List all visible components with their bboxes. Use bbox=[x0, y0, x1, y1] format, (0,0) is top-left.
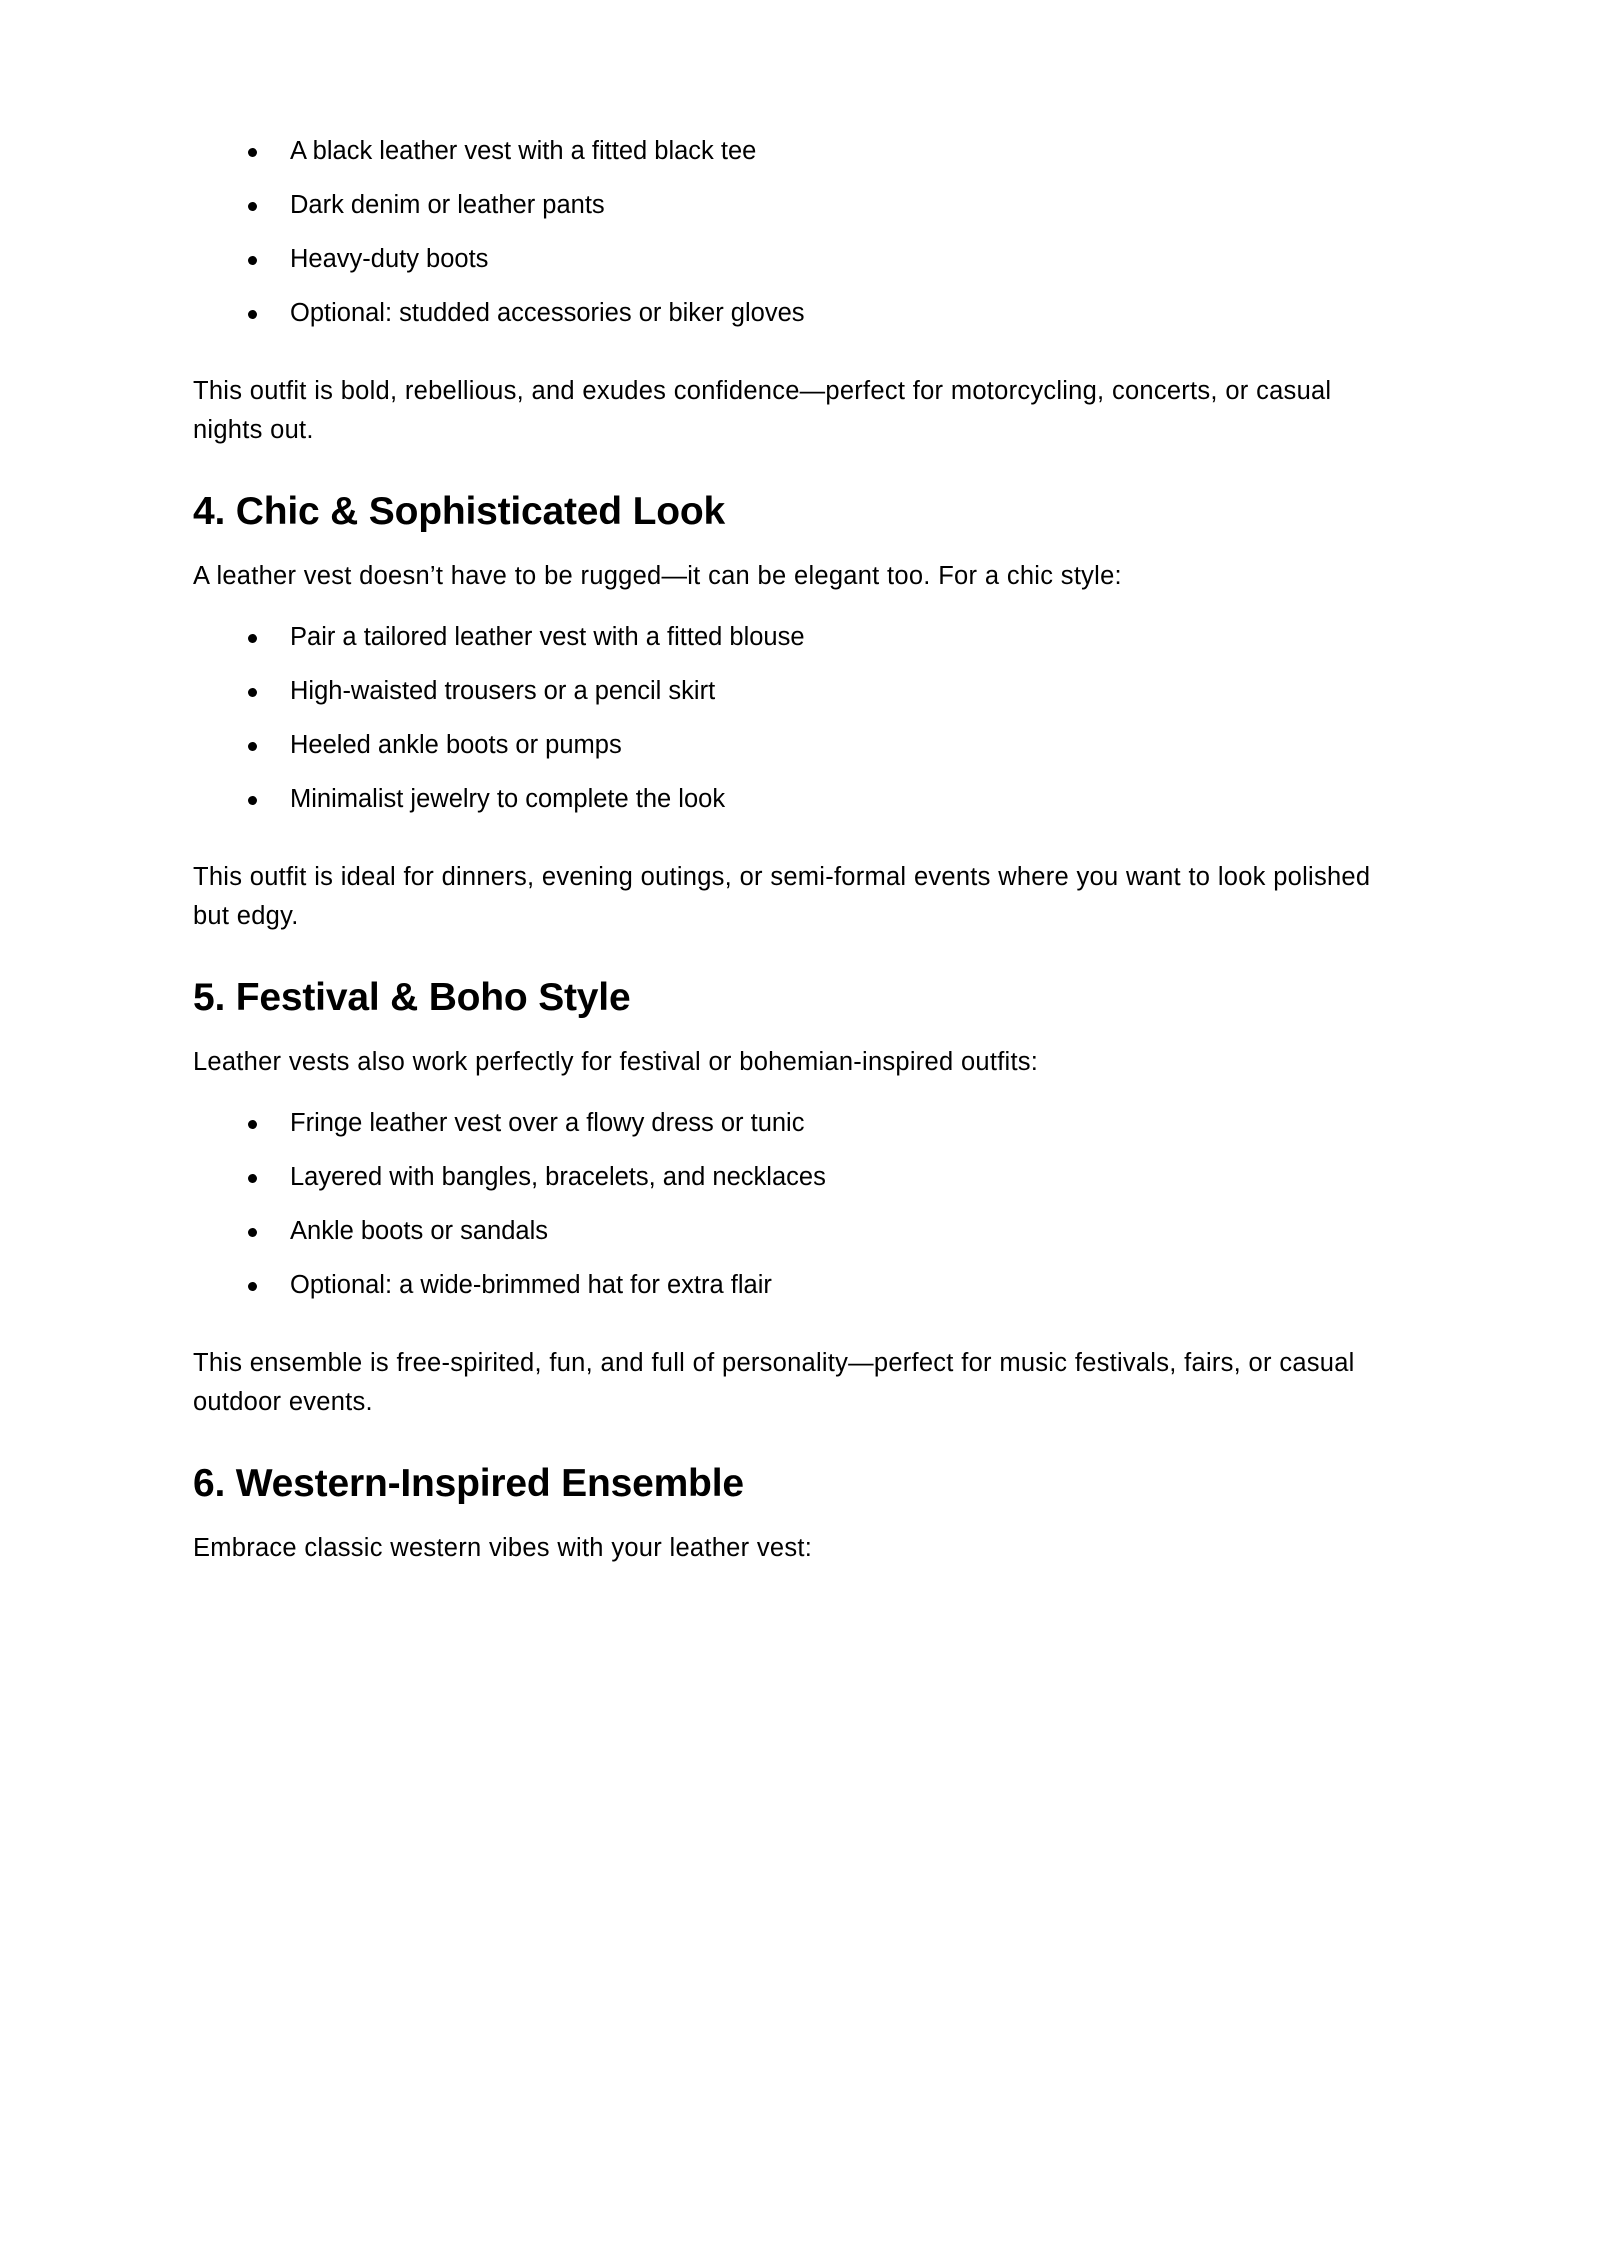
bullet-dot-icon bbox=[248, 634, 257, 643]
list-item bbox=[193, 1158, 1393, 1197]
list-item bbox=[193, 294, 1393, 333]
bullet-dot-icon bbox=[248, 1120, 257, 1129]
list-item-label: Heavy-duty boots bbox=[290, 245, 489, 273]
chic-summary: This outfit is ideal for dinners, evening outings, or semi-formal events where you want to look polished but edgy. bbox=[193, 863, 1371, 930]
list-item-label: A black leather vest with a fitted black tee bbox=[290, 137, 757, 165]
list-item bbox=[193, 240, 1393, 279]
list-item-label: Optional: a wide-brimmed hat for extra flair bbox=[290, 1271, 772, 1299]
list-item bbox=[193, 1212, 1393, 1251]
list-item bbox=[193, 780, 1393, 819]
bullet-dot-icon bbox=[248, 742, 257, 751]
list-item bbox=[193, 672, 1393, 711]
list-item-label: High-waisted trousers or a pencil skirt bbox=[290, 677, 716, 705]
list-item bbox=[193, 618, 1393, 657]
list-item-label: Layered with bangles, bracelets, and necklaces bbox=[290, 1163, 826, 1191]
bullet-dot-icon bbox=[248, 1174, 257, 1183]
list-item bbox=[193, 726, 1393, 765]
heading-chic-sophisticated: 4. Chic & Sophisticated Look bbox=[193, 490, 725, 533]
bullet-dot-icon bbox=[248, 1282, 257, 1291]
chic-look-list bbox=[193, 618, 1393, 819]
biker-look-summary: This outfit is bold, rebellious, and exudes confidence—perfect for motorcycling, concerts, or casual nights out. bbox=[193, 377, 1332, 444]
list-item bbox=[193, 1266, 1393, 1305]
list-item bbox=[193, 1104, 1393, 1143]
chic-intro: A leather vest doesn’t have to be rugged—it can be elegant too. For a chic style: bbox=[193, 562, 1122, 590]
heading-festival-boho: 5. Festival & Boho Style bbox=[193, 976, 631, 1019]
list-item-label: Minimalist jewelry to complete the look bbox=[290, 785, 726, 813]
festival-summary: This ensemble is free-spirited, fun, and full of personality—perfect for music festivals, fairs, or casual outdoor events. bbox=[193, 1349, 1355, 1416]
list-item-label: Fringe leather vest over a flowy dress or tunic bbox=[290, 1109, 805, 1137]
bullet-dot-icon bbox=[248, 148, 257, 157]
festival-look-list bbox=[193, 1104, 1393, 1305]
bullet-dot-icon bbox=[248, 688, 257, 697]
bullet-dot-icon bbox=[248, 202, 257, 211]
list-item-label: Pair a tailored leather vest with a fitted blouse bbox=[290, 623, 805, 651]
festival-intro: Leather vests also work perfectly for festival or bohemian-inspired outfits: bbox=[193, 1048, 1039, 1076]
list-item bbox=[193, 186, 1393, 225]
biker-look-list bbox=[193, 132, 1393, 333]
list-item-label: Dark denim or leather pants bbox=[290, 191, 605, 219]
list-item-label: Optional: studded accessories or biker gloves bbox=[290, 299, 805, 327]
bullet-dot-icon bbox=[248, 796, 257, 805]
heading-western-inspired: 6. Western-Inspired Ensemble bbox=[193, 1462, 744, 1505]
bullet-dot-icon bbox=[248, 1228, 257, 1237]
list-item-label: Ankle boots or sandals bbox=[290, 1217, 548, 1245]
bullet-dot-icon bbox=[248, 310, 257, 319]
bullet-dot-icon bbox=[248, 256, 257, 265]
list-item bbox=[193, 132, 1393, 171]
list-item-label: Heeled ankle boots or pumps bbox=[290, 731, 622, 759]
document-body bbox=[193, 0, 1393, 1568]
western-intro: Embrace classic western vibes with your leather vest: bbox=[193, 1534, 813, 1562]
